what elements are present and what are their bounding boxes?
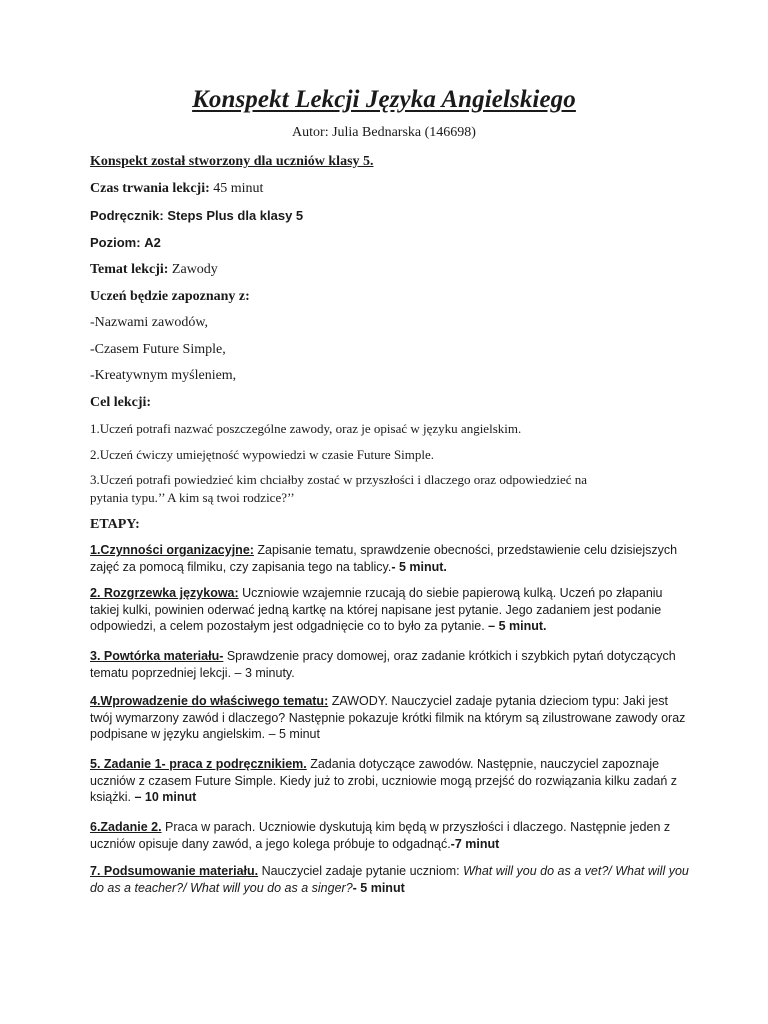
stage-time: – 10 minut [130,790,197,804]
stage-text: Zadania dotyczące zawodów. Następnie, nauczyciel zapoznaje uczniów z czasem Future Simple. Kiedy już to zrobi, uczniowie mogą przejść do rozwiązania kilku zadań z książki. [90,757,678,804]
level-label: Poziom: [90,235,141,250]
duration-line [90,179,690,198]
textbook-value: Steps Plus dla klasy 5 [167,208,304,223]
goals-heading: Cel lekcji: [90,395,152,410]
acquaint-heading: Uczeń będzie zapoznany z: [90,289,250,304]
stage-text: Zapisanie tematu, sprawdzenie obecności, przedstawienie celu dzisiejszych zajęć za pomocą filmiku, czy zapisania tego na tablicy. [90,543,678,574]
stage-time: - 5 minut [352,880,405,895]
stage-text: Praca w parach. Uczniowie dyskutują kim będą w przyszłości i dlaczego. Następnie jeden z uczniów opisuje dany zawód, a jego kolega próbuje to odgadnąć. [90,820,671,851]
document-author: Autor: Julia Bednarska (146698) [292,125,476,140]
goal-item: pytania typu.’’ A kim są twoi rodzice?’’ [90,490,295,505]
stage-time: - 5 minut. [391,559,447,574]
stages-heading: ETAPY: [90,517,140,532]
topic-label: Temat lekcji: [90,262,169,277]
stage-heading: 2. Rozgrzewka językowa: [90,586,239,600]
acquaint-item: -Czasem Future Simple, [90,342,226,357]
stage-heading: 1.Czynności organizacyjne: [90,543,254,557]
intro-line: Konspekt został stworzony dla uczniów klasy 5. [90,154,374,169]
stage-heading: 3. Powtórka materiału- [90,649,224,663]
stage-heading: 5. Zadanie 1- praca z podręcznikiem. [90,757,307,771]
stage-item [90,819,690,852]
acquaint-item: -Nazwami zawodów, [90,315,209,330]
duration-value: 45 minut [213,181,264,196]
stage-item [90,585,690,635]
stage-text: Sprawdzenie pracy domowej, oraz zadanie krótkich i szybkich pytań dotyczących tematu poprzedniej lekcji. – 3 minuty. [90,649,676,680]
textbook-line [90,206,690,225]
stage-text: Nauczyciel zadaje pytanie uczniom: [258,864,464,878]
stage-item [90,863,690,896]
stage-text: ZAWODY. Nauczyciel zadaje pytania dzieciom typu: Jaki jest twój wymarzony zawód i dlaczego? Następnie pokazuje krótki filmik na którym są zilustrowane zawody oraz podpisane w języku angielskim. – 5 minut [90,694,686,741]
topic-value: Zawody [171,262,218,277]
goal-item: 1.Uczeń potrafi nazwać poszczególne zawody, oraz je opisać w języku angielskim. [90,421,522,436]
stage-time: -7 minut [450,836,500,851]
stage-item [90,542,690,575]
goal-item: 3.Uczeń potrafi powiedzieć kim chciałby zostać w przyszłości i dlaczego oraz odpowiedzieć na [90,472,588,487]
document-title: Konspekt Lekcji Języka Angielskiego [192,86,576,113]
stage-heading: 6.Zadanie 2. [90,820,162,834]
stage-italic-text: What will you do as a vet?/ What will you do as a teacher?/ What will you do as a singer? [90,864,689,895]
stage-text: Uczniowie wzajemnie rzucają do siebie papierową kulką. Uczeń po złapaniu takiej kulki, powinien oderwać jedną kartkę na której napisane jest pytanie. Jego zadaniem jest podanie odpowiedzi, a celem pozostałym jest odgadnięcie co to było za pytanie. [90,586,663,633]
topic-line [90,260,690,279]
acquaint-item: -Kreatywnym myśleniem, [90,368,237,383]
stage-time: – 5 minut. [484,619,547,633]
level-value: A2 [144,235,161,250]
stage-item [90,693,690,743]
stage-heading: 7. Podsumowanie materiału. [90,864,259,878]
stage-item [90,756,690,806]
goal-item: 2.Uczeń ćwiczy umiejętność wypowiedzi w czasie Future Simple. [90,447,435,462]
textbook-label: Podręcznik: [90,208,164,223]
duration-label: Czas trwania lekcji: [90,181,210,196]
stage-item [90,648,690,681]
level-line [90,233,690,252]
stage-heading: 4.Wprowadzenie do właściwego tematu: [90,694,329,708]
